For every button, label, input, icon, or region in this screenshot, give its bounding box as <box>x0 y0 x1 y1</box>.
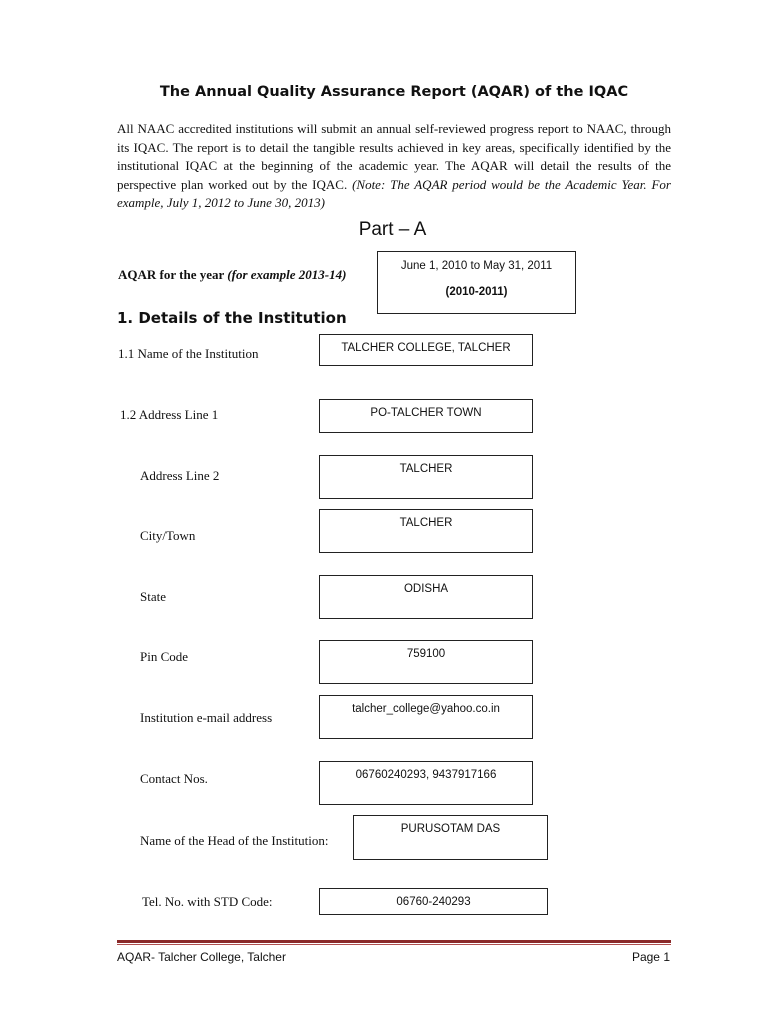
institution-name-label: 1.1 Name of the Institution <box>118 346 259 361</box>
email-value: talcher_college@yahoo.co.in <box>352 703 500 715</box>
footer-divider-thin <box>117 944 671 945</box>
pin-code-value: 759100 <box>406 648 446 660</box>
institution-name-value: TALCHER COLLEGE, TALCHER <box>341 342 511 354</box>
pin-code-label: Pin Code <box>140 649 189 664</box>
email-label: Institution e-mail address <box>140 710 273 725</box>
email-field[interactable] <box>319 695 533 739</box>
city-field[interactable] <box>319 509 533 553</box>
address-line1-label: 1.2 Address Line 1 <box>120 407 219 422</box>
tel-field[interactable] <box>319 888 548 915</box>
head-name-label: Name of the Head of the Institution: <box>140 833 329 848</box>
address-line2-value: TALCHER <box>399 463 453 475</box>
aqar-year-box[interactable] <box>377 251 576 314</box>
state-label: State <box>140 589 166 604</box>
head-name-field[interactable] <box>353 815 548 860</box>
city-value: TALCHER <box>399 517 453 529</box>
address-line1-value: PO-TALCHER TOWN <box>370 407 482 419</box>
footer-title: AQAR- Talcher College, Talcher <box>117 950 286 964</box>
state-field[interactable] <box>319 575 533 619</box>
aqar-year-value-line1: June 1, 2010 to May 31, 2011 <box>400 260 553 272</box>
contact-label: Contact Nos. <box>140 771 208 786</box>
tel-label: Tel. No. with STD Code: <box>142 894 273 909</box>
aqar-year-label <box>118 267 346 283</box>
page-title: The Annual Quality Assurance Report (AQAR) of the IQAC <box>159 84 629 100</box>
address-line2-field[interactable] <box>319 455 533 499</box>
page-number: Page 1 <box>631 950 670 964</box>
aqar-year-value-line2: (2010-2011) <box>445 286 508 298</box>
aqar-year-label-example: (for example 2013-14) <box>227 267 347 282</box>
intro-paragraph <box>117 120 671 213</box>
footer-divider <box>117 940 671 943</box>
pin-code-field[interactable] <box>319 640 533 684</box>
aqar-year-label-text: AQAR for the year <box>118 267 228 282</box>
intro-note: (Note: The AQAR period would be the Academic Year. For example, July 1, 2012 to June 30, 2013) <box>117 176 671 211</box>
part-a-heading: Part – A <box>358 219 427 240</box>
contact-value: 06760240293, 9437917166 <box>355 769 497 781</box>
address-line2-label: Address Line 2 <box>140 468 220 483</box>
city-label: City/Town <box>140 528 196 543</box>
head-name-value: PURUSOTAM DAS <box>400 823 501 835</box>
institution-name-field[interactable] <box>319 334 533 366</box>
tel-value: 06760-240293 <box>396 896 471 908</box>
address-line1-field[interactable] <box>319 399 533 433</box>
section-heading: 1. Details of the Institution <box>117 309 347 327</box>
contact-field[interactable] <box>319 761 533 805</box>
intro-text: All NAAC accredited institutions will submit an annual self-reviewed progress report to NAAC, through its IQAC. The report is to detail the tangible results achieved in key areas, specifically identified by the institutional IQAC at the beginning of the academic year. The AQAR will detail the results of the perspective plan worked out by the IQAC. <box>117 121 671 192</box>
state-value: ODISHA <box>403 583 449 595</box>
